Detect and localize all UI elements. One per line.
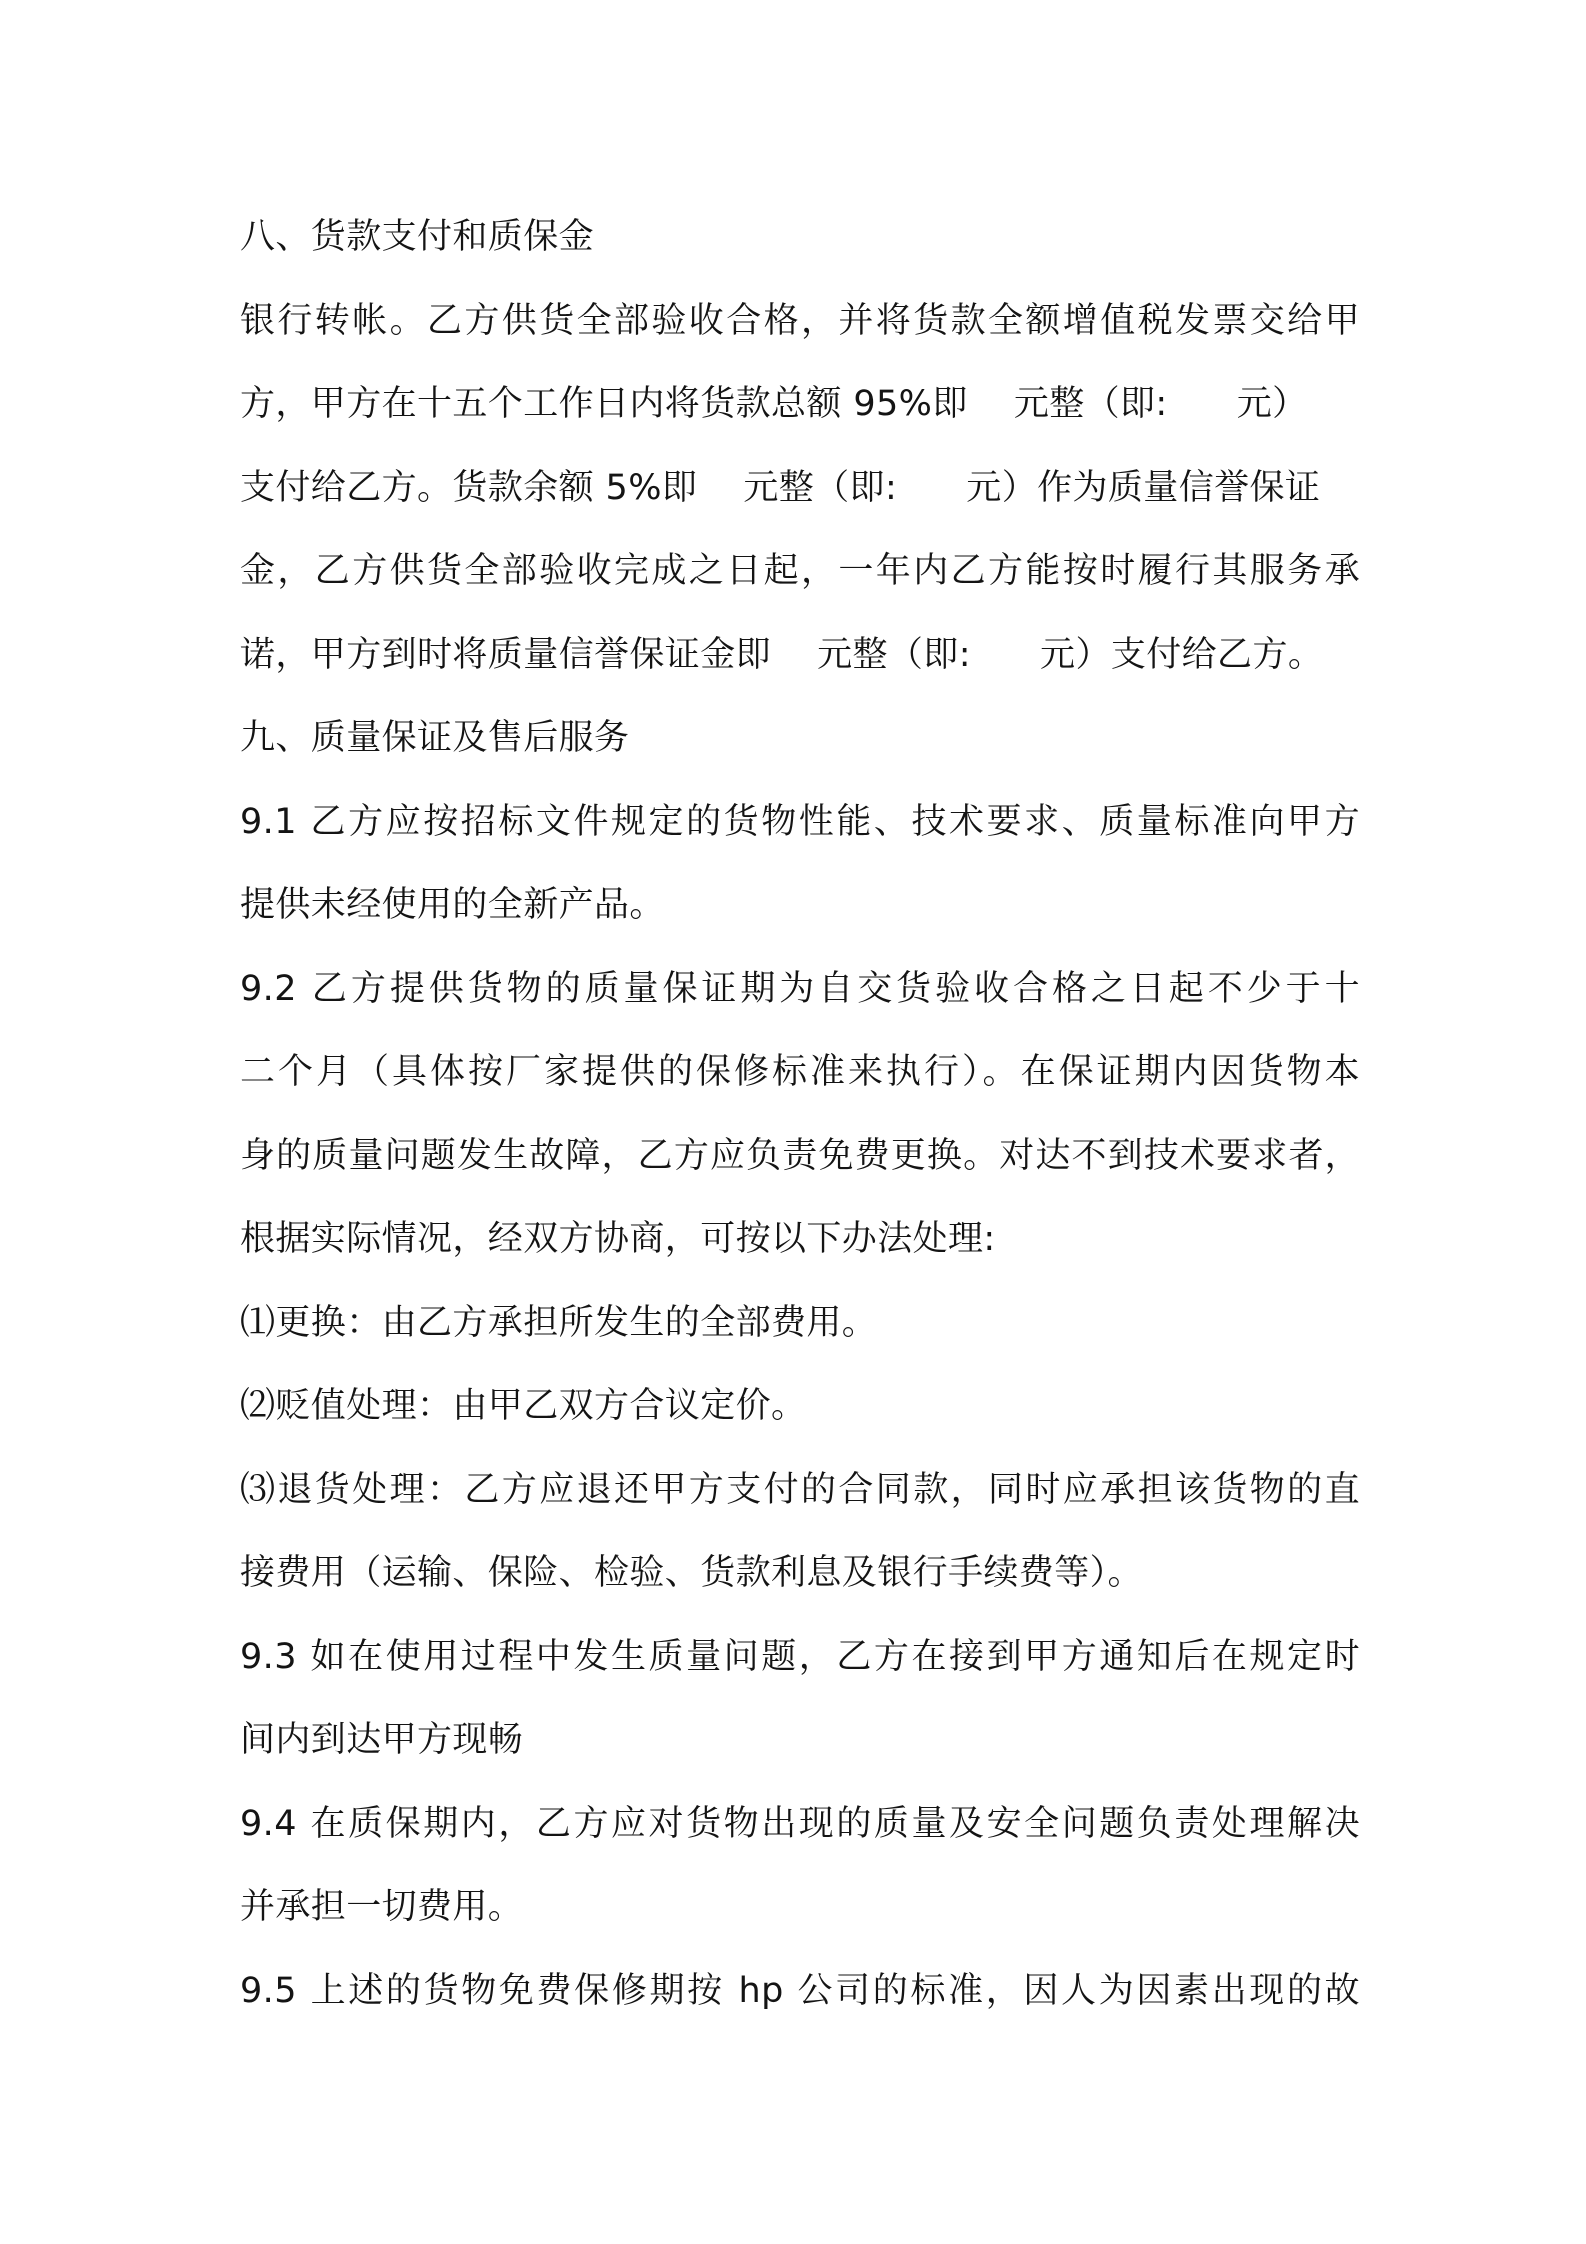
text-line: 并承担一切费用。 <box>240 1887 524 1927</box>
clause-9-5: 9.5 上述的货物免费保修期按 hp 公司的标准，因人为因素出现的故 <box>240 1970 1360 2011</box>
section-heading-payment: 八、货款支付和质保金 <box>240 217 595 257</box>
document-body <box>240 196 1360 2033</box>
list-item-replace: ⑴更换：由乙方承担所发生的全部费用。 <box>240 1302 878 1343</box>
text-line: 间内到达甲方现畅 <box>240 1720 524 1760</box>
text-line: 根据实际情况，经双方协商，可按以下办法处理: <box>240 1219 996 1259</box>
clause-9-2: 9.2 乙方提供货物的质量保证期为自交货验收合格之日起不少于十 <box>240 968 1360 1009</box>
section-heading-quality: 九、质量保证及售后服务 <box>240 718 630 758</box>
text-line: 支付给乙方。货款余额 5%即 元整（即: 元）作为质量信誉保证 <box>240 467 1321 508</box>
text-line: 身的质量问题发生故障，乙方应负责免费更换。对达不到技术要求者， <box>240 1135 1360 1176</box>
clause-9-4: 9.4 在质保期内，乙方应对货物出现的质量及安全问题负责处理解决 <box>240 1803 1360 1844</box>
clause-9-3: 9.3 如在使用过程中发生质量问题，乙方在接到甲方通知后在规定时 <box>240 1636 1360 1677</box>
text-line: 二个月（具体按厂家提供的保修标准来执行）。在保证期内因货物本 <box>240 1052 1360 1092</box>
text-line: 接费用（运输、保险、检验、货款利息及银行手续费等）。 <box>240 1553 1143 1593</box>
text-line: 银行转帐。乙方供货全部验收合格，并将货款全额增值税发票交给甲 <box>240 300 1360 341</box>
text-line: 金，乙方供货全部验收完成之日起，一年内乙方能按时履行其服务承 <box>240 551 1360 591</box>
text-line: 提供未经使用的全新产品。 <box>240 885 665 925</box>
list-item-depreciation: ⑵贬值处理：由甲乙双方合议定价。 <box>240 1386 807 1426</box>
clause-9-1: 9.1 乙方应按招标文件规定的货物性能、技术要求、质量标准向甲方 <box>240 801 1360 842</box>
text-line: 方，甲方在十五个工作日内将货款总额 95%即 元整（即: 元） <box>240 384 1308 424</box>
text-line: 诺，甲方到时将质量信誉保证金即 元整（即: 元）支付给乙方。 <box>240 634 1324 675</box>
list-item-return: ⑶退货处理：乙方应退还甲方支付的合同款，同时应承担该货物的直 <box>240 1469 1360 1510</box>
